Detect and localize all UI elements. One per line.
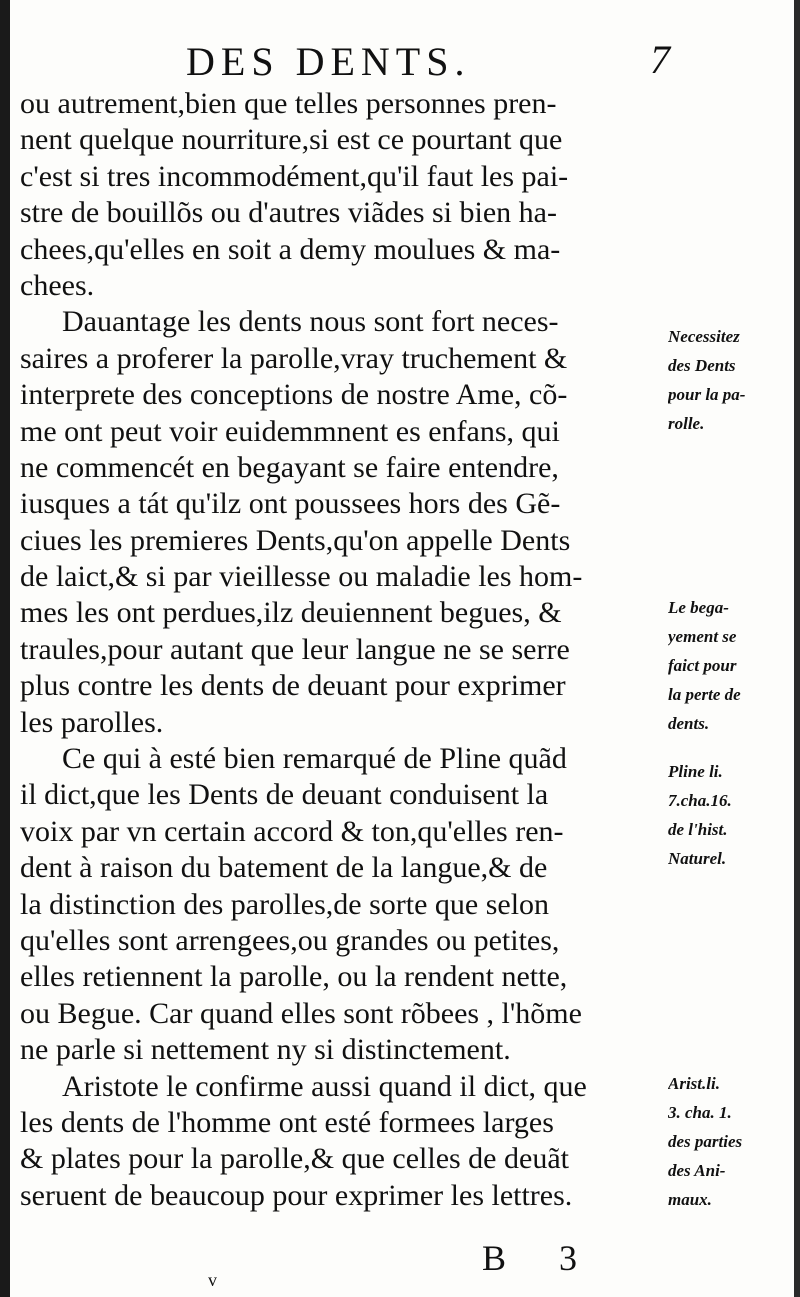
text-line: voix par vn certain accord & ton,qu'elles ren-: [20, 814, 564, 848]
note-line: dents.: [668, 714, 710, 733]
text-line: ou autrement,bien que telles personnes pren-: [20, 87, 557, 120]
note-line: Le bega-: [668, 598, 729, 617]
page-edge-left: [0, 0, 10, 1297]
note-line: Pline li.: [668, 762, 723, 781]
main-text: [20, 86, 670, 1214]
note-line: pour la pa-: [668, 385, 746, 404]
margin-note-3: [668, 757, 798, 873]
margin-note-4: [668, 1069, 798, 1214]
note-line: 3. cha. 1.: [668, 1103, 732, 1122]
text-line: saires a proferer la parolle,vray truchement &: [20, 341, 568, 375]
text-line: seruent de beaucoup pour exprimer les lettres.: [20, 1178, 573, 1212]
note-line: la perte de: [668, 685, 741, 704]
note-line: 7.cha.16.: [668, 791, 732, 810]
text-line: les dents de l'homme ont esté formees larges: [20, 1105, 554, 1139]
note-line: Arist.li.: [668, 1074, 720, 1093]
text-line: & plates pour la parolle,& que celles de deuãt: [20, 1142, 569, 1176]
text-line: me ont peut voir euidemmnent es enfans, qui: [20, 414, 560, 448]
margin-note-1: [668, 322, 798, 438]
paragraph-2: [20, 304, 670, 741]
text-line: elles retiennent la parolle, ou la rendent nette,: [20, 960, 568, 994]
text-line: ne commencét en begayant se faire entendre,: [20, 450, 559, 484]
paragraph-4: [20, 1069, 670, 1215]
note-line: yement se: [668, 627, 737, 646]
text-line: Aristote le confirme aussi quand il dict, que: [62, 1069, 587, 1103]
note-line: des Dents: [668, 356, 736, 375]
text-line: ciues les premieres Dents,qu'on appelle Dents: [20, 523, 571, 557]
note-line: des Ani-: [668, 1161, 726, 1180]
running-head: DES DENTS.: [186, 39, 471, 84]
margin-note-2: [668, 593, 798, 738]
text-line: stre de bouillõs ou d'autres viãdes si bien ha-: [20, 196, 557, 230]
note-line: Necessitez: [668, 327, 740, 346]
text-line: ou Begue. Car quand elles sont rõbees , l'hõme: [20, 996, 582, 1030]
note-line: maux.: [668, 1190, 712, 1209]
text-line: interprete des conceptions de nostre Ame, cõ-: [20, 378, 568, 412]
text-line: traules,pour autant que leur langue ne se serre: [20, 632, 570, 666]
paragraph-3: [20, 741, 670, 1069]
text-line: iusques a tát qu'ilz ont poussees hors des Gẽ-: [20, 487, 561, 521]
text-line: ne parle si nettement ny si distinctement.: [20, 1033, 511, 1067]
text-line: chees,qu'elles en soit a demy moulues & ma-: [20, 232, 561, 266]
text-line: il dict,que les Dents de deuant conduisent la: [20, 778, 549, 812]
text-line: c'est si tres incommodément,qu'il faut les pai-: [20, 159, 569, 193]
text-line: mes les ont perdues,ilz deuiennent begues, &: [20, 596, 562, 630]
text-line: chees.: [20, 268, 95, 302]
page-number: 7: [650, 37, 670, 82]
text-line: dent à raison du batement de la langue,& de: [20, 851, 548, 885]
note-line: des parties: [668, 1132, 743, 1151]
note-line: Naturel.: [668, 849, 727, 868]
text-line: nent quelque nourriture,si est ce pourtant que: [20, 123, 563, 157]
catch-mark: v: [208, 1270, 217, 1290]
text-line: Ce qui à esté bien remarqué de Pline quãd: [62, 742, 567, 776]
paragraph-1: [20, 86, 670, 304]
text-line: plus contre les dents de deuant pour exprimer: [20, 669, 566, 703]
text-line: qu'elles sont arrengees,ou grandes ou petites,: [20, 923, 560, 957]
text-line: Dauantage les dents nous sont fort neces-: [62, 305, 559, 339]
note-line: rolle.: [668, 414, 705, 433]
text-line: la distinction des parolles,de sorte que selon: [20, 887, 550, 921]
text-line: de laict,& si par vieillesse ou maladie les hom-: [20, 560, 583, 594]
note-line: faict pour: [668, 656, 737, 675]
signature-mark: B 3: [482, 1238, 600, 1278]
text-line: les parolles.: [20, 705, 164, 739]
note-line: de l'hist.: [668, 820, 728, 839]
